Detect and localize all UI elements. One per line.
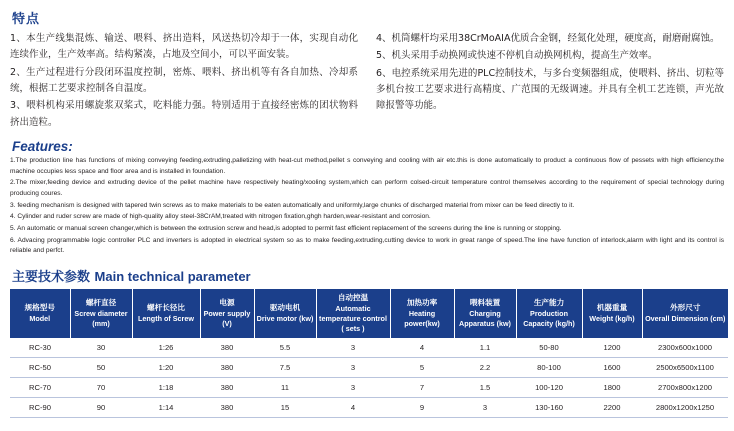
cell-heating-power: 7: [390, 378, 454, 398]
cell-model: RC-90: [10, 398, 70, 418]
feature-paragraph: 3、喂料机构采用螺旋浆双桨式，吃料能力强。特别适用于直接经密炼的团状物料挤出造粒。: [10, 100, 358, 128]
cell-overall-dimension: 2300x600x1000: [642, 338, 728, 358]
cell-production-capacity: 80-100: [516, 358, 582, 378]
cell-screw-diameter: 50: [70, 358, 132, 378]
column-header-en: Production Capacity (kg/h): [523, 309, 575, 328]
feature-item: 2.The mixer,feeding device and extruding device of the pellet machine have respectively heating/xooling system,which can perform colsed-circuit temperature control themselves according to the requirement of special technology during producing coures.: [10, 179, 724, 197]
column-header-weight: [582, 289, 642, 338]
cell-length-of-screw: 1:14: [132, 398, 200, 418]
cell-overall-dimension: 2800x1200x1250: [642, 398, 728, 418]
cell-production-capacity: 50-80: [516, 338, 582, 358]
cell-drive-motor: 7.5: [254, 358, 316, 378]
features-list-en: [10, 156, 724, 257]
table-row: [10, 378, 728, 398]
column-header-drive-motor: [254, 289, 316, 338]
feature-item: 6. Advacing programmable logic controller PLC and inverters is adopted in electrical system so as to make feeding,extruding,cutting device to work in great range of speed.The line have function of interlock,alarm with light and its control is reliable and perfct.: [10, 236, 724, 255]
feature-paragraph: 1、本生产线集混炼、输送、喂料、挤出造料，风送热切冷却于一体，实现自动化连续作业，生产效率高。结构紧凑，占地及空间小，可以平面安装。: [10, 33, 358, 61]
features-column-right: [376, 31, 724, 132]
cell-drive-motor: 11: [254, 378, 316, 398]
parameters-table: [10, 289, 728, 418]
feature-item: 4. Cylinder and ruder screw are made of high-quality alloy steel-38CrAM,treated with nitrogen fixation,ghgh harden,wear-resistant and corrosion.: [10, 213, 431, 221]
column-header-en: Overall Dimension (cm): [645, 313, 726, 323]
column-header-cn: 喂料装置: [469, 297, 501, 307]
column-header-en: Model: [29, 313, 51, 323]
column-header-screw-diameter: [70, 289, 132, 338]
column-header-cn: 自动控温: [337, 293, 369, 303]
cell-temperature-control: 3: [316, 338, 390, 358]
column-header-cn: 规格型号: [24, 302, 55, 312]
cell-screw-diameter: 90: [70, 398, 132, 418]
column-header-heating-power: [390, 289, 454, 338]
feature-paragraph: 4、机筒螺杆均采用38CrMoAIA优质合金钢，经氮化处理，硬度高，耐磨耐腐蚀。: [376, 33, 720, 44]
column-header-en: Heating power(kw): [404, 309, 440, 328]
cell-overall-dimension: 2500x6500x1100: [642, 358, 728, 378]
feature-item: 1.The production line has functions of mixing conveying feeding,extruding,palletizing with heat-cut method,pellet s conveying and cooling with air etc.this is done automatically to product a continuous flow of pessets with high efficiency.the machine occupies less space and floor area and is installed in foundation.: [10, 156, 724, 175]
cell-power-supply: 380: [200, 358, 254, 378]
feature-paragraph: 2、生产过程进行分段闭环温度控制，密炼、喂料、挤出机等有各自加热、冷却系统，根据工艺要求控制各自温度。: [10, 66, 358, 94]
column-header-cn: 生产能力: [533, 297, 565, 307]
cell-screw-diameter: 30: [70, 338, 132, 358]
cell-length-of-screw: 1:20: [132, 358, 200, 378]
features-title-cn: 特点: [12, 12, 41, 27]
column-header-cn: 驱动电机: [269, 302, 301, 312]
feature-paragraph: 5、机头采用手动换网或快速不停机自动换网机构，提高生产效率。: [376, 50, 658, 62]
column-header-en: Charging Apparatus (kw): [459, 309, 511, 328]
features-column-left: [10, 31, 358, 132]
table-header-row: [10, 289, 728, 338]
cell-temperature-control: 3: [316, 378, 390, 398]
table-row: [10, 398, 728, 418]
parameters-heading: [12, 266, 726, 285]
cell-drive-motor: 15: [254, 398, 316, 418]
column-header-cn: 机器重量: [596, 302, 628, 312]
parameters-table-head: [10, 289, 728, 338]
features-title-en: Features:: [12, 138, 73, 154]
cell-heating-power: 9: [390, 398, 454, 418]
column-header-cn: 外形尺寸: [670, 302, 701, 312]
column-header-length-of-screw: [132, 289, 200, 338]
cell-weight: 1800: [582, 378, 642, 398]
column-header-power-supply: [200, 289, 254, 338]
cell-temperature-control: 4: [316, 398, 390, 418]
cell-charging-apparatus: 1.1: [454, 338, 516, 358]
cell-power-supply: 380: [200, 338, 254, 358]
parameters-table-body: [10, 338, 728, 418]
feature-item: 5. An automatic or manual screen changer,which is between the extrusion screw and head,is adopted to permit fast efficient replacement of the screens during the line is running or stopping.: [10, 225, 562, 232]
cell-drive-motor: 5.5: [254, 338, 316, 358]
feature-paragraph: 6、电控系统采用先进的PLC控制技术，与多台变频器组成，使喂料、挤出、切粒等多机台按工艺要求进行高精度、广范围的无级调速。并具有全机工艺连锁，声光故障报警等功能。: [376, 67, 724, 112]
column-header-automatic-temperature-control: [316, 289, 390, 338]
cell-weight: 1600: [582, 358, 642, 378]
column-header-production-capacity: [516, 289, 582, 338]
cell-length-of-screw: 1:26: [132, 338, 200, 358]
cell-length-of-screw: 1:18: [132, 378, 200, 398]
cell-production-capacity: 130-160: [516, 398, 582, 418]
column-header-en: Drive motor (kw): [256, 313, 314, 323]
column-header-cn: 螺杆长径比: [147, 302, 185, 312]
cell-power-supply: 380: [200, 378, 254, 398]
parameters-heading-cn: 主要技术参数: [12, 270, 91, 286]
column-header-charging-apparatus: [454, 289, 516, 338]
cell-model: RC-50: [10, 358, 70, 378]
cell-temperature-control: 3: [316, 358, 390, 378]
column-header-cn: 螺杆直径: [85, 297, 117, 307]
cell-production-capacity: 100-120: [516, 378, 582, 398]
cell-weight: 2200: [582, 398, 642, 418]
parameters-heading-en: Main technical parameter: [94, 269, 251, 285]
cell-model: RC-30: [10, 338, 70, 358]
cell-overall-dimension: 2700x800x1200: [642, 378, 728, 398]
column-header-en: Weight (kg/h): [589, 313, 635, 323]
features-columns-cn: [10, 31, 724, 132]
column-header-cn: 电源: [219, 297, 235, 307]
cell-weight: 1200: [582, 338, 642, 358]
column-header-en: Length of Screw: [138, 313, 194, 323]
column-header-overall-dimension: [642, 289, 728, 338]
column-header-model: [10, 289, 70, 338]
cell-model: RC-70: [10, 378, 70, 398]
cell-charging-apparatus: 3: [454, 398, 516, 418]
cell-heating-power: 5: [390, 358, 454, 378]
column-header-en: Power supply (V): [203, 309, 251, 328]
table-row: [10, 338, 728, 358]
cell-power-supply: 380: [200, 398, 254, 418]
table-row: [10, 358, 728, 378]
cell-screw-diameter: 70: [70, 378, 132, 398]
cell-heating-power: 4: [390, 338, 454, 358]
column-header-en: Automatic temperature control ( sets ): [319, 304, 387, 333]
feature-item: 3. feeding mechanism is designed with tapered twin screws as to make materials to be eaten automatically and uniformly,large chunks of discharged material from mixer can be feed directly to it.: [10, 201, 575, 209]
cell-charging-apparatus: 1.5: [454, 378, 516, 398]
column-header-cn: 加热功率: [406, 297, 438, 307]
column-header-en: Screw diameter (mm): [74, 309, 128, 328]
cell-charging-apparatus: 2.2: [454, 358, 516, 378]
